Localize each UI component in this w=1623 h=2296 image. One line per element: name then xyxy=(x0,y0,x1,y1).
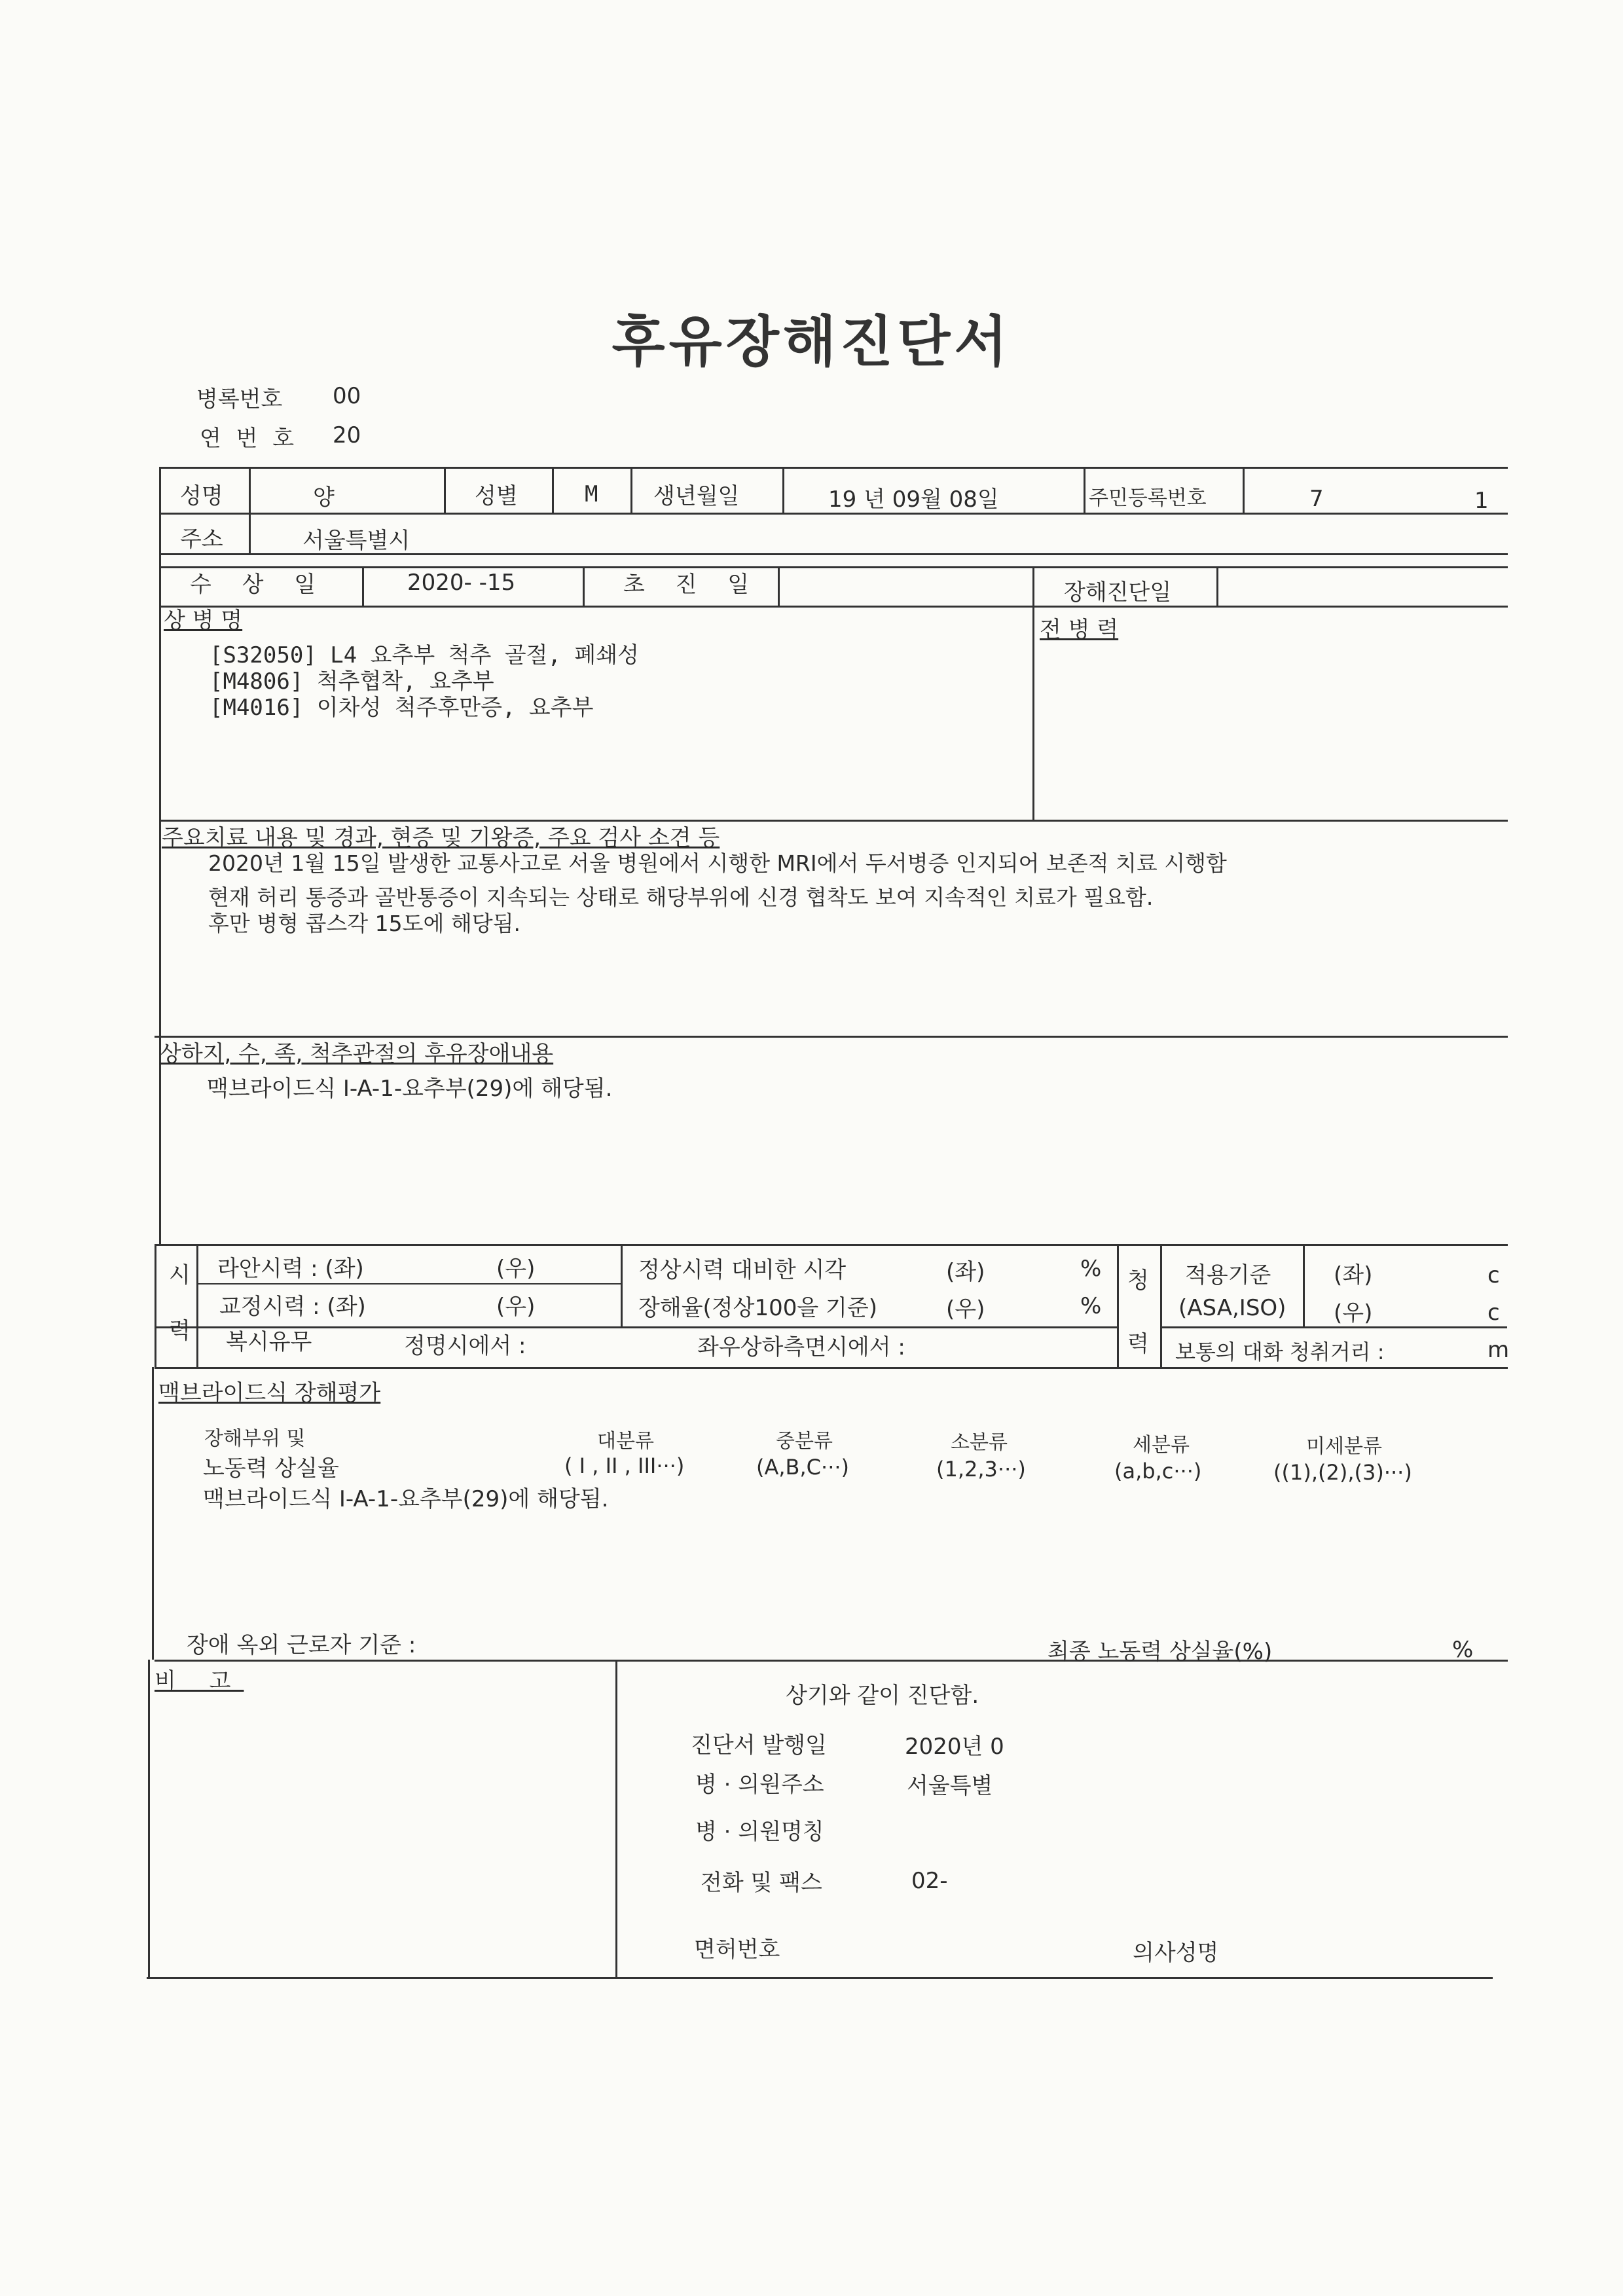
col-mid-sub: (A,B,C···) xyxy=(756,1455,850,1480)
sequelae-line: 맥브라이드식 I-A-1-요추부(29)에 해당됨. xyxy=(207,1076,613,1102)
normal-ratio-left: (좌) xyxy=(946,1259,985,1285)
col-major-sub: ( I , II , III···) xyxy=(564,1453,685,1478)
treatment-label: 주요치료 내용 및 경과, 현증 및 기왕증, 주요 검사 소견 등 xyxy=(162,825,720,851)
record-no-label: 병록번호 xyxy=(196,386,283,412)
diplopia-label: 복시유무 xyxy=(226,1329,312,1355)
mcbride-part-label-2: 노동력 상실율 xyxy=(203,1455,339,1482)
corrected-vision-right: (우) xyxy=(496,1294,536,1320)
percent-2: % xyxy=(1080,1293,1102,1319)
phone-value: 02- xyxy=(911,1868,948,1894)
injury-date-label: 수 상 일 xyxy=(190,572,328,598)
hearing-side-label-1: 청 xyxy=(1127,1267,1149,1294)
mcbride-result-line: 맥브라이드식 I-A-1-요추부(29)에 해당됨. xyxy=(203,1486,609,1512)
injury-date-value: 2020- -15 xyxy=(407,570,516,596)
front-view-label: 정명시에서 : xyxy=(404,1333,526,1359)
first-visit-label: 초 진 일 xyxy=(623,572,761,598)
impairment-rate-right: (우) xyxy=(946,1296,985,1322)
col-fine-sub: ((1),(2),(3)···) xyxy=(1273,1460,1412,1485)
name-value: 양 xyxy=(313,484,335,511)
hearing-right-label: (우) xyxy=(1334,1300,1373,1326)
hearing-standard-value: (ASA,ISO) xyxy=(1178,1295,1286,1321)
rrn-value-1: 7 xyxy=(1309,486,1324,512)
final-loss-unit: % xyxy=(1452,1637,1474,1663)
col-major: 대분류 xyxy=(597,1430,654,1453)
rrn-value-2: 1 xyxy=(1474,488,1489,514)
history-label: 전 병 력 xyxy=(1040,617,1119,643)
license-no-label: 면허번호 xyxy=(694,1937,780,1963)
final-loss-label: 최종 노동력 상실율(%) xyxy=(1048,1639,1273,1665)
hospital-address-value: 서울특별 xyxy=(907,1773,993,1799)
hearing-unit-2: c xyxy=(1487,1300,1500,1326)
naked-vision-right: (우) xyxy=(496,1256,536,1282)
hearing-distance-unit: m xyxy=(1487,1337,1510,1363)
phone-label: 전화 및 팩스 xyxy=(701,1870,822,1896)
outdoor-worker-label: 장애 옥외 근로자 기준 : xyxy=(187,1632,416,1658)
treatment-line-2: 현재 허리 통증과 골반통증이 지속되는 상태로 해당부위에 신경 협착도 보여 지속적인 치료가 필요함. xyxy=(208,884,1154,910)
treatment-line-1: 2020년 1월 15일 발생한 교통사고로 서울 병원에서 시행한 MRI에서 두서병증 인지되어 보존적 치료 시행함 xyxy=(208,850,1227,876)
impairment-rate-label: 장해율(정상100을 기준) xyxy=(638,1295,877,1321)
col-minor-sub: (1,2,3···) xyxy=(936,1457,1026,1482)
serial-no-label: 연 번 호 xyxy=(200,426,299,452)
diagnosis-line-1: [S32050] L4 요추부 척추 골절, 폐쇄성 xyxy=(210,642,639,668)
address-label: 주소 xyxy=(180,526,223,553)
lr-view-label: 좌우상하측면시에서 : xyxy=(697,1334,905,1360)
doctor-name-label: 의사성명 xyxy=(1133,1940,1219,1966)
sex-label: 성별 xyxy=(475,483,518,509)
vision-side-label-2: 력 xyxy=(169,1318,191,1344)
diagnosis-line-2: [M4806] 척추협착, 요추부 xyxy=(210,668,494,695)
percent-1: % xyxy=(1080,1256,1102,1282)
rrn-label: 주민등록번호 xyxy=(1089,486,1207,510)
diagnosis-line-3: [M4016] 이차성 척주후만증, 요추부 xyxy=(210,695,594,721)
hospital-address-label: 병 · 의원주소 xyxy=(695,1772,824,1798)
diagnosis-date-label: 장해진단일 xyxy=(1064,579,1172,606)
record-no-value: 00 xyxy=(333,383,361,409)
address-value: 서울특별시 xyxy=(302,528,410,554)
corrected-vision-label: 교정시력 : (좌) xyxy=(219,1294,366,1320)
col-sub: 세분류 xyxy=(1133,1434,1190,1457)
col-minor: 소분류 xyxy=(951,1431,1008,1454)
normal-ratio-label: 정상시력 대비한 시각 xyxy=(638,1257,847,1283)
col-mid: 중분류 xyxy=(776,1430,833,1453)
vision-side-label-1: 시 xyxy=(169,1262,191,1288)
sequelae-label: 상하지, 수, 족, 척추관절의 후유장애내용 xyxy=(160,1041,554,1067)
hearing-standard-label: 적용기준 xyxy=(1185,1262,1271,1288)
hearing-distance-label: 보통의 대화 청취거리 : xyxy=(1175,1339,1385,1364)
dob-value: 19 년 09월 08일 xyxy=(828,486,999,513)
hearing-unit-1: c xyxy=(1487,1262,1500,1288)
col-sub-sub: (a,b,c···) xyxy=(1114,1459,1202,1484)
mcbride-part-label-1: 장해부위 및 xyxy=(204,1427,306,1450)
naked-vision-label: 라안시력 : (좌) xyxy=(217,1256,364,1282)
diagnosis-label: 상 병 명 xyxy=(164,608,243,634)
treatment-line-3: 후만 병형 콥스각 15도에 해당됨. xyxy=(208,911,520,936)
remarks-label: 비 고 xyxy=(155,1668,244,1694)
mcbride-label: 맥브라이드식 장해평가 xyxy=(158,1380,381,1406)
sex-value: M xyxy=(585,481,598,507)
certification-statement: 상기와 같이 진단함. xyxy=(786,1683,979,1709)
dob-label: 생년월일 xyxy=(653,483,740,509)
name-label: 성명 xyxy=(180,483,223,509)
col-fine: 미세분류 xyxy=(1306,1435,1382,1458)
issue-date-label: 진단서 발행일 xyxy=(691,1732,827,1758)
issue-date-value: 2020년 0 xyxy=(905,1734,1004,1760)
hospital-name-label: 병 · 의원명칭 xyxy=(695,1819,824,1845)
hearing-side-label-2: 력 xyxy=(1127,1331,1149,1357)
document-title: 후유장해진단서 xyxy=(611,310,1012,374)
hearing-left-label: (좌) xyxy=(1334,1262,1373,1288)
serial-no-value: 20 xyxy=(333,422,361,448)
